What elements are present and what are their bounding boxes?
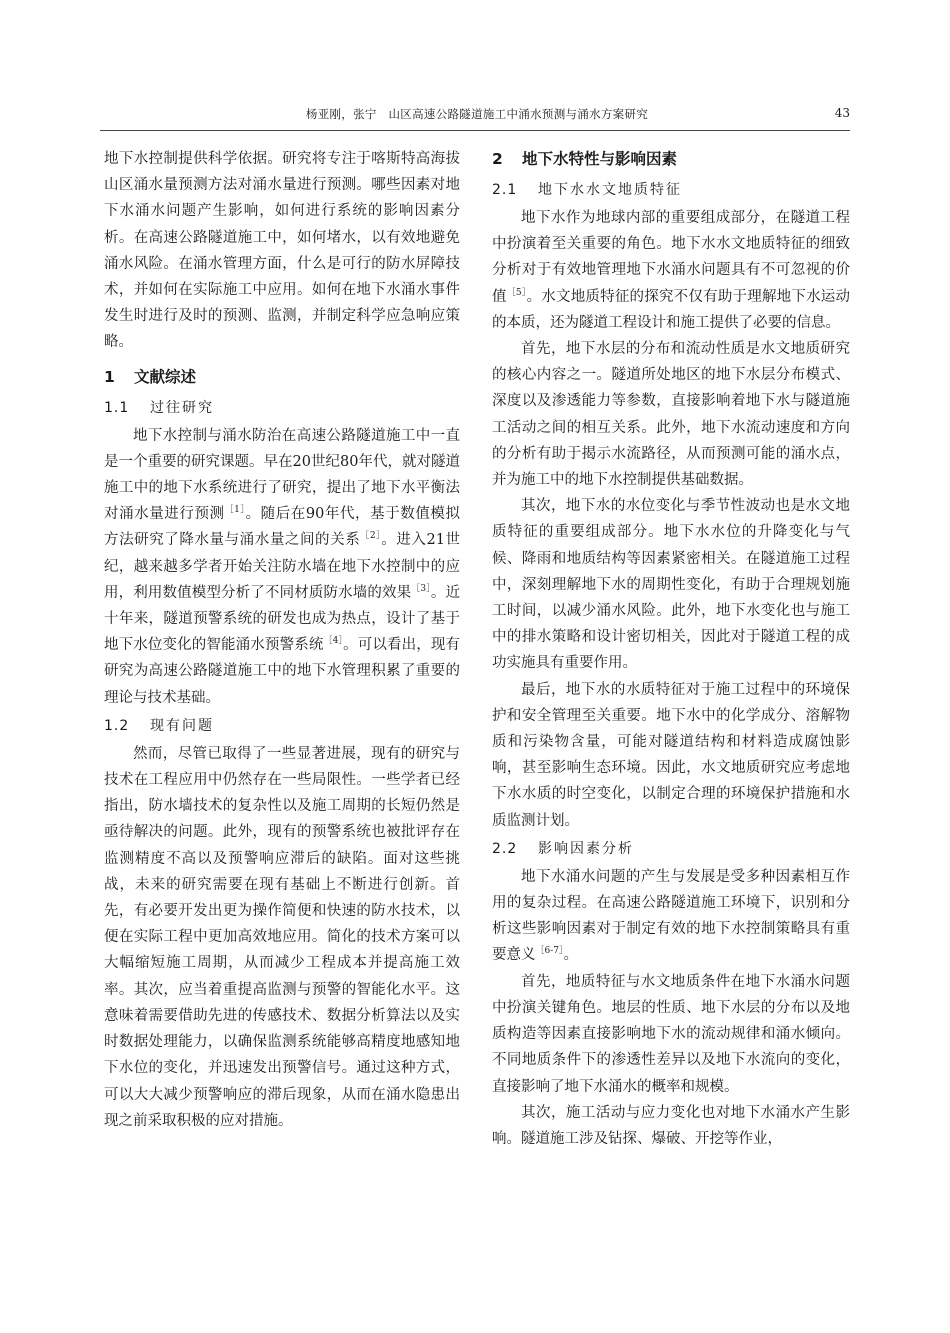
section-title: 过往研究 (150, 399, 214, 416)
section-title: 地下水特性与影响因素 (522, 150, 678, 168)
text: 。水文地质特征的探究不仅有助于理解地下水运动的本质，还为隧道工程设计和施工提供了必要的信息。 (492, 288, 850, 331)
citation[interactable]: ［6-7］ (535, 946, 564, 957)
paragraph-1-2: 然而，尽管已取得了一些显著进展，现有的研究与技术在工程应用中仍然存在一些局限性。一些学者已经指出，防水墙技术的复杂性以及施工周期的长短仍然是亟待解决的问题。此外，现有的预警系统也被批评存在监测精度不高以及预警响应滞后的缺陷。面对这些挑战，未来的研究需要在现有基础上不断进行创新。首先，有必要开发出更为操作简便和快速的防水技术，以便在实际工程中更加高效地应用。简化的技术方案可以大幅缩短施工周期，从而减少工程成本并提高施工效率。其次，应当着重提高监测与预警的智能化水平。这意味着需要借助先进的传感技术、数据分析算法以及实时数据处理能力，以确保监测系统能够高精度地感知地下水位的变化，并迅速发出预警信号。通过这种方式，可以大大减少预警响应的滞后现象，从而在涌水隐患出现之前采取积极的应对措施。 (104, 745, 460, 1129)
paragraph-2-1-c: 其次，地下水的水位变化与季节性波动也是水文地质特征的重要组成部分。地下水水位的升降变化与气候、降雨和地质结构等因素紧密相关。在隧道施工过程中，深刻理解地下水的周期性变化，有助于合理规划施工时间，以减少涌水风险。此外，地下水变化也与施工中的排水策略和设计密切相关，因此对于隧道工程的成功实施具有重要作用。 (492, 498, 850, 672)
section-title: 影响因素分析 (538, 840, 634, 857)
running-title: 杨亚刚，张宁 山区高速公路隧道施工中涌水预测与涌水方案研究 (305, 107, 649, 121)
section-number: 1.2 (104, 717, 130, 734)
text: 。近十年来，隧道预警系统的研发也成为热点，设计了基于地下水位变化的智能涌水预警系统 (104, 584, 461, 654)
section-2-1-heading (492, 178, 850, 203)
section-1-heading (104, 364, 460, 390)
intro-paragraph: 地下水控制提供科学依据。研究将专注于喀斯特高海拔山区涌水量预测方法对涌水量进行预测。哪些因素对地下水涌水问题产生影响，如何进行系统的影响因素分析。在高速公路隧道施工中，如何堵水，以有效地避免涌水风险。在涌水管理方面，什么是可行的防水屏障技术，并如何在实际施工中应用。如何在地下水涌水事件发生时进行及时的预测、监测，并制定科学应急响应策略。 (104, 151, 460, 351)
section-number: 2.2 (492, 840, 518, 857)
text: 地下水作为地球内部的重要组成部分，在隧道工程中扮演着至关重要的角色。地下水水文地质特征的细致分析对于有效地管理地下水涌水问题具有不可忽视的价值 (492, 210, 850, 305)
section-2-2-heading (492, 837, 850, 862)
citation[interactable]: ［1］ (224, 505, 246, 516)
text: 地下水控制与涌水防治在高速公路隧道施工中一直是一个重要的研究课题。早在20世纪80年代，就对隧道施工中的地下水系统进行了研究，提出了地下水平衡法对涌水量进行预测 (104, 427, 460, 523)
citation[interactable]: ［4］ (323, 636, 344, 647)
text: 。 (563, 947, 578, 964)
text: 。随后在90年代，基于数值模拟方法研究了降水量与涌水量之间的关系 (104, 506, 460, 549)
text: 地下水涌水问题的产生与发展是受多种因素相互作用的复杂过程。在高速公路隧道施工环境下，识别和分析这些影响因素对于制定有效的地下水控制策略具有重要意义 (492, 868, 850, 964)
section-number: 1 (104, 367, 115, 386)
paragraph-2-1-b: 首先，地下水层的分布和流动性质是水文地质研究的核心内容之一。隧道所处地区的地下水层分布模式、深度以及渗透能力等参数，直接影响着地下水与隧道施工活动之间的相互关系。此外，地下水流动速度和方向的分析有助于揭示水流路径，从而预测可能的涌水点，并为施工中的地下水控制提供基础数据。 (492, 341, 850, 489)
header-rule (100, 130, 850, 131)
section-number: 2.1 (492, 182, 518, 198)
section-1-1-heading (104, 396, 460, 421)
paragraph-2-1-a (492, 205, 850, 336)
section-number: 1.1 (104, 399, 130, 416)
paragraph-2-2-b: 首先，地质特征与水文地质条件在地下水涌水问题中扮演关键角色。地层的性质、地下水层的分布以及地质构造等因素直接影响地下水的流动规律和涌水倾向。不同地质条件下的渗透性差异以及地下水流向的变化，直接影响了地下水涌水的概率和规模。 (492, 973, 850, 1095)
section-number: 2 (492, 150, 503, 168)
section-2-heading (492, 146, 850, 172)
text: 。进入21世纪，越来越多学者开始关注防水墙在地下水控制中的应用，利用数值模型分析了不同材质防水墙的效果 (104, 532, 461, 601)
citation[interactable]: ［5］ (506, 287, 527, 298)
page-number: 43 (834, 106, 850, 120)
section-title: 文献综述 (134, 367, 197, 386)
paragraph-1-1 (104, 423, 460, 711)
section-title: 地下水水文地质特征 (538, 182, 682, 198)
left-column (104, 146, 460, 1134)
paragraph-2-2-a (492, 864, 850, 969)
page-header (104, 106, 850, 126)
text: 。可以看出，现有研究为高速公路隧道施工中的地下水管理积累了重要的理论与技术基础。 (104, 637, 461, 706)
section-1-2-heading (104, 714, 460, 739)
right-column (492, 146, 850, 1152)
citation[interactable]: ［3］ (411, 584, 431, 595)
citation[interactable]: ［2］ (360, 531, 382, 542)
paragraph-2-2-c: 其次，施工活动与应力变化也对地下水涌水产生影响。隧道施工涉及钻探、爆破、开挖等作业， (492, 1104, 850, 1147)
paragraph-2-1-d: 最后，地下水的水质特征对于施工过程中的环境保护和安全管理至关重要。地下水中的化学成分、溶解物质和污染物含量，可能对隧道结构和材料造成腐蚀影响，甚至影响生态环境。因此，水文地质研究应考虑地下水水质的时空变化，以制定合理的环境保护措施和水质监测计划。 (492, 681, 850, 829)
section-title: 现有问题 (150, 717, 214, 734)
